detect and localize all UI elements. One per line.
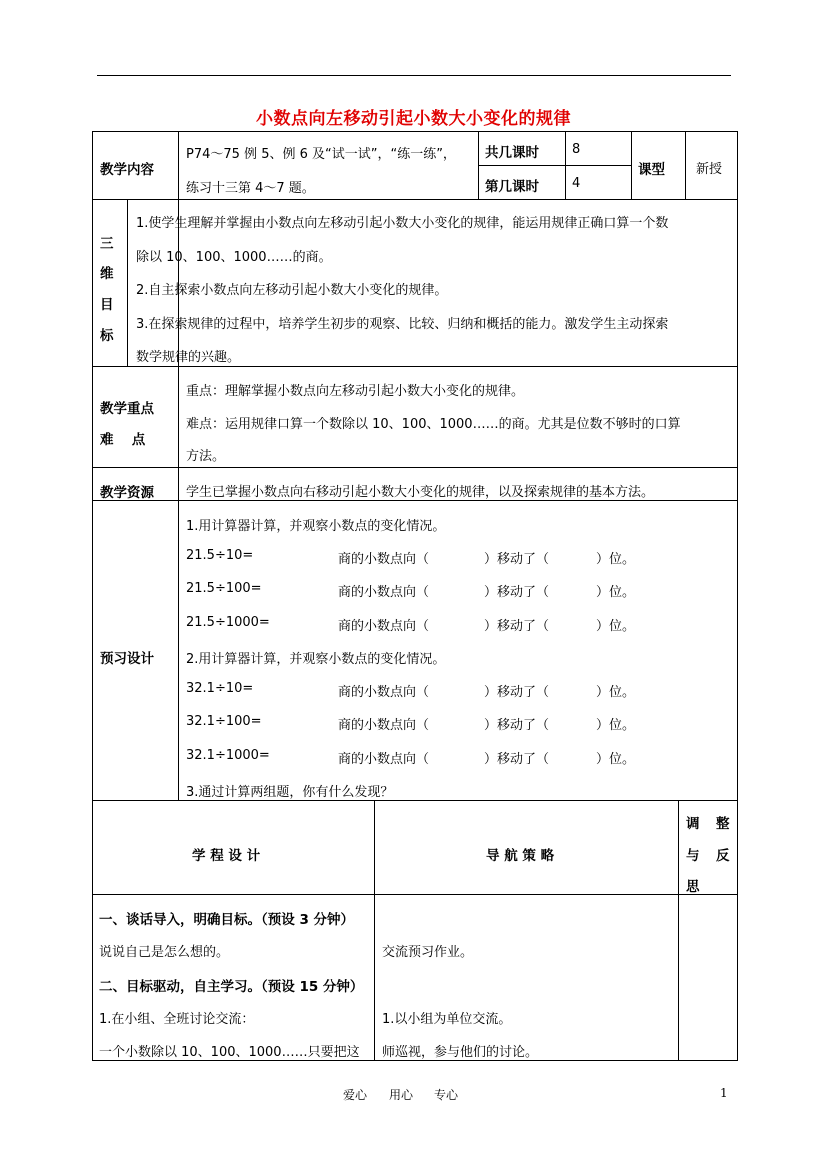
g1-expr-1: 21.5÷10=: [186, 548, 254, 563]
reflection-header-3: 思: [686, 879, 700, 895]
preview-label: 预习设计: [100, 651, 154, 667]
lesson-type-value: 新授: [696, 162, 723, 177]
g2-b-1: ）移动了（: [484, 685, 550, 700]
total-lessons-label: 共几课时: [485, 145, 539, 161]
preview-question-1: 1.用计算器计算，并观察小数点的变化情况。: [186, 519, 446, 534]
g2-expr-1: 32.1÷10=: [186, 681, 254, 696]
g2-expr-2: 32.1÷100=: [186, 714, 262, 729]
g2-b-2: ）移动了（: [484, 718, 550, 733]
g2-c-2: ）位。: [596, 718, 636, 733]
goal-line-5: 数学规律的兴趣。: [136, 350, 241, 365]
reflection-header-1a: 调: [686, 816, 700, 832]
resources-label: 教学资源: [100, 485, 154, 501]
g1-a-2: 商的小数点向（: [338, 585, 430, 600]
divider: [685, 131, 686, 199]
g1-expr-2: 21.5÷100=: [186, 581, 262, 596]
g1-b-2: ）移动了（: [484, 585, 550, 600]
divider: [678, 800, 679, 1061]
g2-c-1: ）位。: [596, 685, 636, 700]
divider: [92, 894, 738, 895]
strategy-text-1: 交流预习作业。: [382, 945, 474, 960]
total-lessons-value: 8: [572, 142, 581, 157]
goal-line-1: 1.使学生理解并掌握由小数点向左移动引起小数大小变化的规律，能运用规律正确口算一个数: [136, 216, 669, 231]
process-text-1: 说说自己是怎么想的。: [99, 945, 230, 960]
key-point-line-3: 方法。: [186, 449, 226, 464]
g1-b-3: ）移动了（: [484, 619, 550, 634]
g2-b-3: ）移动了（: [484, 752, 550, 767]
divider: [478, 165, 631, 166]
header-rule: [97, 75, 731, 76]
goal-line-3: 2.自主探索小数点向左移动引起小数大小变化的规律。: [136, 283, 448, 298]
divider: [127, 199, 128, 366]
g2-c-3: ）位。: [596, 752, 636, 767]
goal-line-2: 除以 10、100、1000……的商。: [136, 250, 332, 265]
footer-text-1: 爱心: [343, 1088, 368, 1102]
key-point-line-1: 重点：理解掌握小数点向左移动引起小数大小变化的规律。: [186, 384, 525, 399]
goals-label-2: 维: [100, 266, 114, 282]
process-text-2: 1.在小组、全班讨论交流：: [99, 1012, 255, 1027]
reflection-header-2b: 反: [716, 848, 730, 864]
preview-question-2: 2.用计算器计算，并观察小数点的变化情况。: [186, 652, 446, 667]
footer-text-2: 用心: [389, 1088, 414, 1102]
divider: [631, 131, 632, 199]
goals-label-4: 标: [100, 328, 114, 344]
lesson-type-label: 课型: [638, 162, 665, 178]
g2-a-3: 商的小数点向（: [338, 752, 430, 767]
g1-a-3: 商的小数点向（: [338, 619, 430, 634]
g1-c-3: ）位。: [596, 619, 636, 634]
reflection-header-1b: 整: [716, 816, 730, 832]
content-line-2: 练习十三第 4～7 题。: [186, 181, 315, 196]
g1-c-2: ）位。: [596, 585, 636, 600]
footer-text-3: 专心: [434, 1088, 459, 1102]
goals-label-3: 目: [100, 297, 114, 313]
reflection-header-2a: 与: [686, 848, 700, 864]
divider: [178, 366, 179, 800]
key-point-line-2: 难点：运用规律口算一个数除以 10、100、1000……的商。尤其是位数不够时的口算: [186, 417, 681, 432]
divider: [374, 800, 375, 1061]
divider: [92, 199, 738, 200]
lesson-number-label: 第几课时: [485, 179, 539, 195]
g1-b-1: ）移动了（: [484, 552, 550, 567]
document-title: 小数点向左移动引起小数大小变化的规律: [256, 109, 571, 129]
g1-c-1: ）位。: [596, 552, 636, 567]
process-text-3: 一个小数除以 10、100、1000……只要把这: [99, 1045, 360, 1060]
strategy-text-3: 师巡视，参与他们的讨论。: [382, 1045, 539, 1060]
goals-label-1: 三: [100, 236, 114, 252]
process-design-header: 学 程 设 计: [192, 848, 261, 864]
g2-a-1: 商的小数点向（: [338, 685, 430, 700]
process-step-2: 二、目标驱动，自主学习。（预设 15 分钟）: [99, 979, 364, 995]
g2-expr-3: 32.1÷1000=: [186, 748, 270, 763]
divider: [92, 366, 738, 367]
divider: [92, 500, 738, 501]
navigation-strategy-header: 导 航 策 略: [486, 848, 555, 864]
goal-line-4: 3.在探索规律的过程中，培养学生初步的观察、比较、归纳和概括的能力。激发学生主动探索: [136, 317, 669, 332]
lesson-number-value: 4: [572, 176, 581, 191]
strategy-text-2: 1.以小组为单位交流。: [382, 1012, 512, 1027]
preview-question-3: 3.通过计算两组题，你有什么发现？: [186, 785, 394, 800]
content-label: 教学内容: [100, 162, 154, 178]
g1-a-1: 商的小数点向（: [338, 552, 430, 567]
g2-a-2: 商的小数点向（: [338, 718, 430, 733]
resources-text: 学生已掌握小数点向右移动引起小数大小变化的规律，以及探索规律的基本方法。: [186, 485, 655, 500]
process-step-1: 一、谈话导入，明确目标。（预设 3 分钟）: [99, 912, 355, 928]
divider: [92, 467, 738, 468]
key-points-label: 教学重点: [100, 401, 154, 417]
difficulty-label: 难 点: [100, 432, 146, 448]
g1-expr-3: 21.5÷1000=: [186, 615, 270, 630]
page-number: 1: [720, 1086, 728, 1100]
content-line-1: P74～75 例 5、例 6 及“试一试”，“练一练”，: [186, 147, 456, 162]
divider: [92, 800, 738, 801]
